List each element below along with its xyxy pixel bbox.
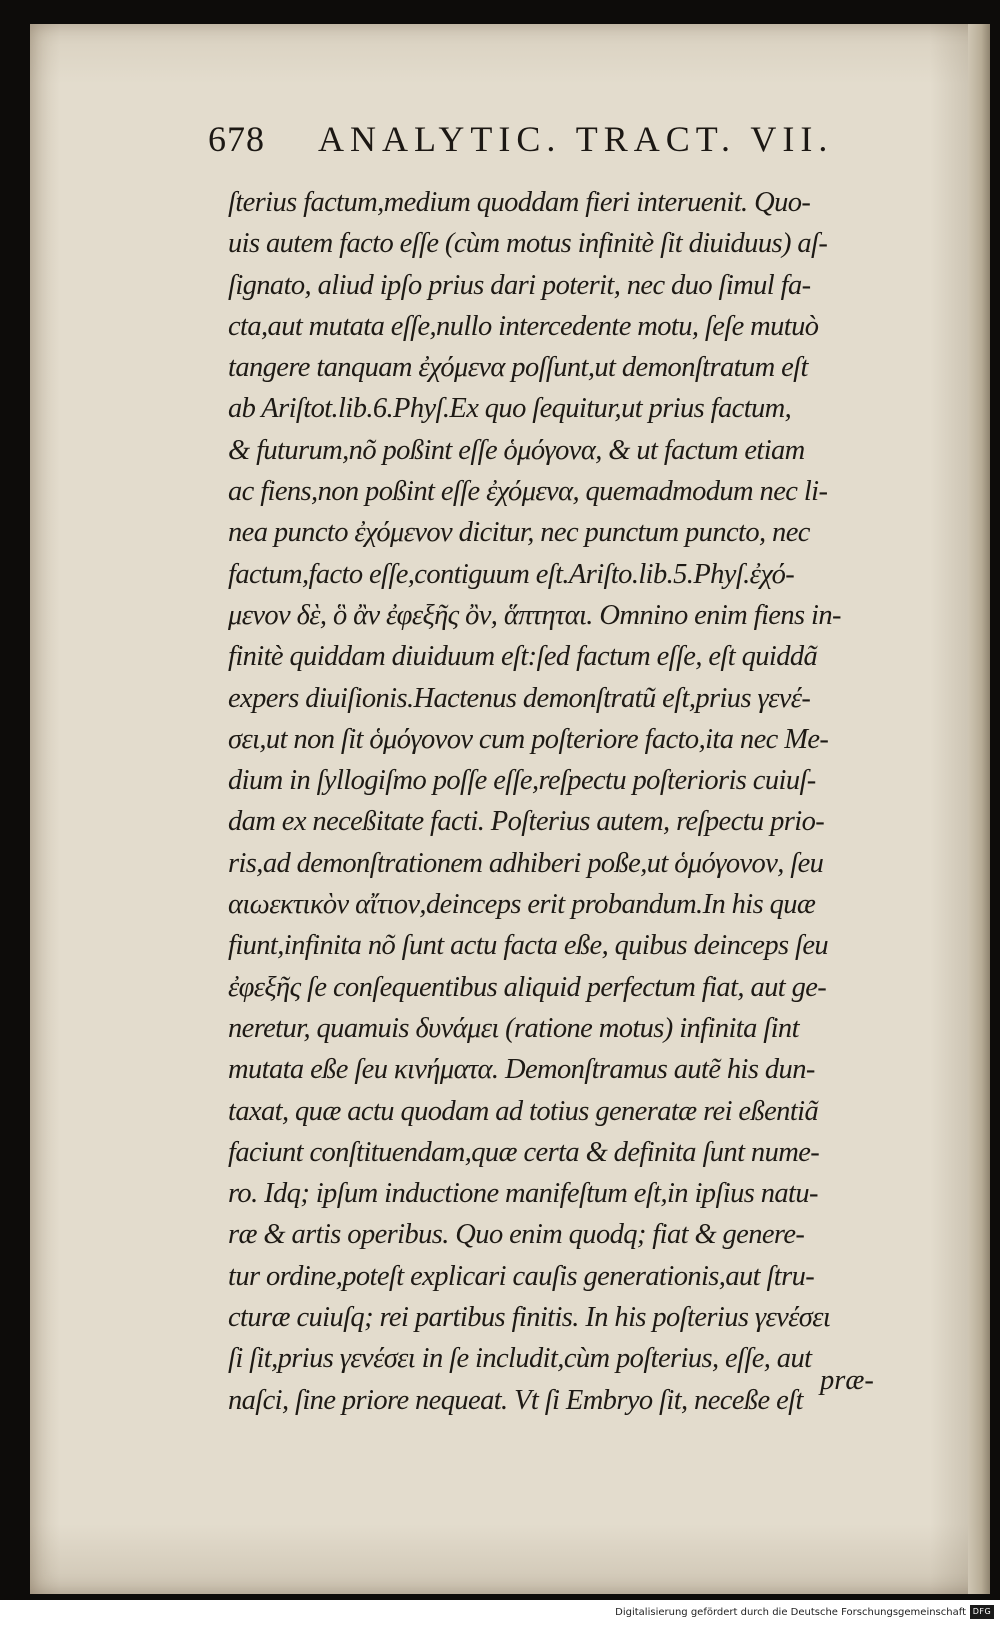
page-number: 678 [208, 119, 265, 159]
text-line: cturæ cuiuſq; rei partibus finitis. In his poſterius γενέσει [228, 1302, 831, 1334]
catchword: præ- [820, 1365, 874, 1396]
text-line: ſignato, aliud ipſo prius dari poterit, nec duo ſimul fa- [228, 269, 811, 301]
text-line: ſterius factum,medium quoddam fieri interuenit. Quo- [228, 187, 811, 218]
running-title: ANALYTIC. TRACT. VII. [318, 119, 834, 159]
text-line: & futurum,nõ poßint eſſe ὁμόγονα, & ut factum etiam [228, 434, 805, 466]
text-line: neretur, quamuis δυνάμει (ratione motus) infinita ſint [228, 1012, 799, 1044]
text-line: ris,ad demonſtrationem adhiberi poße,ut ὁμόγονον, ſeu [228, 847, 824, 879]
text-line: dam ex neceßitate facti. Poſterius autem, reſpectu prio- [228, 806, 825, 838]
text-line: mutata eße ſeu κινήματα. Demonſtramus autẽ his dun- [228, 1054, 815, 1086]
text-line: tur ordine,poteſt explicari cauſis generationis,aut ſtru- [228, 1260, 815, 1292]
text-line: faciunt conſtituendam,quæ certa & definita ſunt nume- [228, 1136, 820, 1168]
text-line: μενον δὲ, ὃ ἂν ἐφεξῆς ὂν, ἅπτηται. Omnino enim fiens in- [228, 599, 841, 631]
text-line: ac fiens,non poßint eſſe ἐχόμενα, quemadmodum nec li- [228, 476, 828, 508]
text-line: tangere tanquam ἐχόμενα poſſunt,ut demonſtratum eſt [228, 352, 808, 384]
text-line: ἐφεξῆς ſe conſequentibus aliquid perfectum fiat, aut ge- [228, 971, 827, 1003]
text-line: naſci, ſine priore nequeat. Vt ſi Embryo ſit, neceße eſt [228, 1384, 803, 1416]
text-line: taxat, quæ actu quodam ad totius generatæ rei eßentiã [228, 1095, 819, 1127]
text-line: expers diuiſionis.Hactenus demonſtratũ eſt,prius γενέ- [228, 682, 811, 714]
text-line: dium in ſyllogiſmo poſſe eſſe,reſpectu poſterioris cuiuſ- [228, 765, 816, 797]
text-line: nea puncto ἐχόμενον dicitur, nec punctum puncto, nec [228, 517, 810, 549]
text-line: ro. Idq; ipſum inductione manifeſtum eſt,in ipſius natu- [228, 1178, 818, 1210]
text-line: fiunt,infinita nõ ſunt actu facta eße, quibus deinceps ſeu [228, 930, 829, 962]
footer-credit: Digitalisierung gefördert durch die Deutsche Forschungsgemeinschaft [615, 1607, 966, 1618]
text-line: uis autem facto eſſe (cùm motus infinitè ſit diuiduus) aſ- [228, 228, 828, 260]
text-line: factum,facto eſſe,contiguum eſt.Ariſto.lib.5.Phyſ.ἐχό- [228, 558, 795, 590]
text-line: ab Ariſtot.lib.6.Phyſ.Ex quo ſequitur,ut prius factum, [228, 393, 792, 425]
body-text [228, 182, 893, 1421]
dfg-logo: DFG [970, 1605, 994, 1619]
text-line: αιωεκτικὸν αἴτιον,deinceps erit probandum.In his quæ [228, 889, 816, 921]
text-line: finitè quiddam diuiduum eſt:ſed factum eſſe, eſt quiddã [228, 641, 818, 673]
running-header [208, 118, 898, 158]
text-line: ſi ſit,prius γενέσει in ſe includit,cùm poſterius, eſſe, aut [228, 1343, 812, 1375]
digitization-footer [0, 1600, 1000, 1628]
page-edge [968, 24, 990, 1594]
text-line: σει,ut non ſit ὁμόγονον cum poſteriore facto,ita nec Me- [228, 723, 829, 755]
text-line: cta,aut mutata eſſe,nullo intercedente motu, ſeſe mutuò [228, 310, 819, 342]
text-line: ræ & artis operibus. Quo enim quodq; fiat & genere- [228, 1219, 805, 1251]
